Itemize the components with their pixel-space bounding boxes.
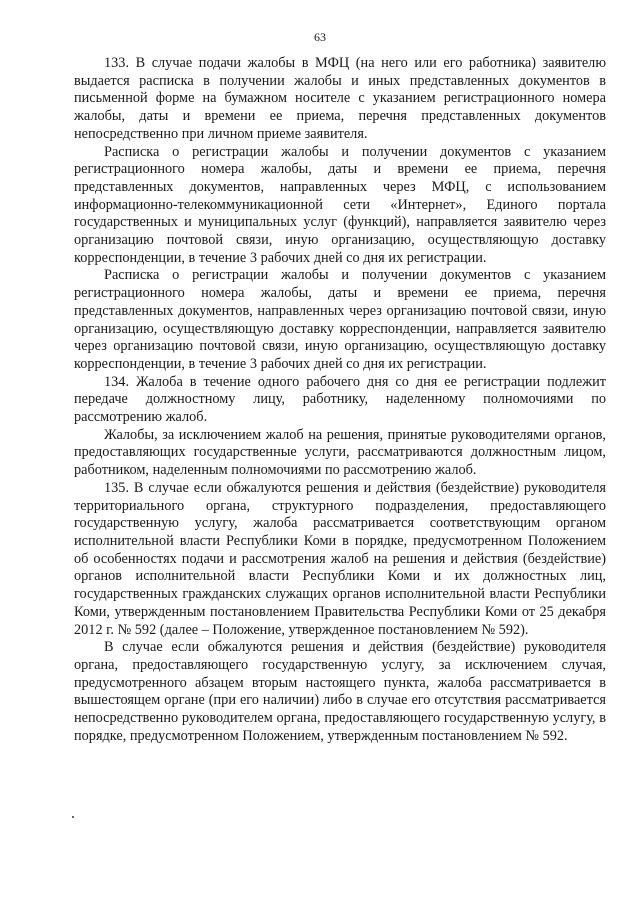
page-number: 63 xyxy=(314,30,326,44)
paragraph-134: 134. Жалоба в течение одного рабочего дня со дня ее регистрации подлежит передаче должностному лицу, работнику, наделенному полномочиями по рассмотрению жалоб. xyxy=(74,373,606,426)
scan-speck xyxy=(72,816,74,818)
paragraph-133: 133. В случае подачи жалобы в МФЦ (на него или его работника) заявителю выдается расписка в получении жалобы и иных представленных документов в письменной форме на бумажном носителе с указанием регистрационного номера жалобы, даты и времени ее приема, перечня представленных документов непосредственно при личном приеме заявителя. xyxy=(74,55,606,142)
paragraph-complaints-exception: Жалобы, за исключением жалоб на решения, принятые руководителями органов, предоставляющих государственные услуги, рассматриваются должностным лицом, работником, наделенным полномочиями по рассмотрению жалоб. xyxy=(74,426,606,479)
document-body xyxy=(74,55,606,745)
paragraph-receipt-mfc: Расписка о регистрации жалобы и получении документов с указанием регистрационного номера жалобы, даты и времени ее приема, перечня представленных документов, направленных через МФЦ, с использованием информационно-телекоммуникационной сети «Интернет», Единого портала государственных и муниципальных услуг (функций), направляется заявителю через организацию почтовой связи, иную организацию, осуществляющую доставку корреспонденции, в течение 3 рабочих дней со дня их регистрации. xyxy=(74,143,606,266)
paragraph-receipt-post: Расписка о регистрации жалобы и получении документов с указанием регистрационного номера жалобы, даты и времени ее приема, перечня представленных документов, направленных через организацию почтовой связи, иную организацию, осуществляющую доставку корреспонденции, направляется заявителю через организацию почтовой связи, иную организацию, осуществляющую доставку корреспонденции, в течение 3 рабочих дней со дня их регистрации. xyxy=(74,267,606,372)
paragraph-head-of-organ: В случае если обжалуются решения и действия (бездействие) руководителя органа, предоставляющего государственную услугу, за исключением случая, предусмотренного абзацем вторым настоящего пункта, жалоба рассматривается в вышестоящем органе (при его наличии) либо в случае его отсутствия рассматривается непосредственно руководителем органа, предоставляющего государственную услугу, в порядке, предусмотренном Положением, утвержденным постановлением № 592. xyxy=(74,639,606,744)
paragraph-135: 135. В случае если обжалуются решения и действия (бездействие) руководителя территориального органа, структурного подразделения, предоставляющего государственную услугу, жалоба рассматривается соответствующим органом исполнительной власти Республики Коми в порядке, предусмотренном Положением об особенностях подачи и рассмотрения жалоб на решения и действия (бездействие) органов исполнительной власти Республики Коми и их должностных лиц, государственных гражданских служащих органов исполнительной власти Республики Коми, утвержденным постановлением Правительства Республики Коми от 25 декабря 2012 г. № 592 (далее – Положение, утвержденное постановлением № 592). xyxy=(74,479,606,638)
